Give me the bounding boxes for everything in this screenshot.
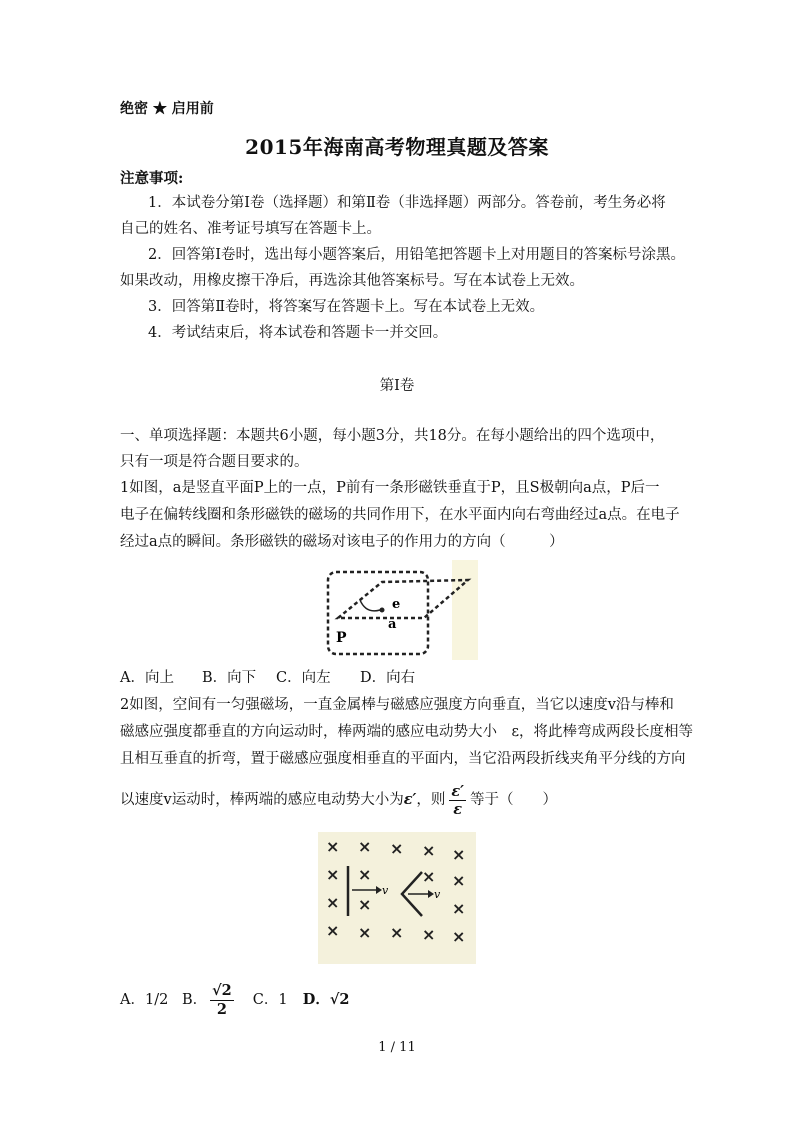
- q1-options: [120, 668, 680, 688]
- q2-cross: ×: [326, 837, 340, 856]
- note-item-2-line-2: 如果改动，用橡皮擦干净后，再选涂其他答案标号。写在本试卷上无效。: [120, 273, 584, 289]
- q1-figure: [320, 560, 480, 660]
- q2-cross: ×: [358, 837, 372, 856]
- q2-figure: [318, 832, 476, 964]
- q2-cross: ×: [452, 899, 466, 918]
- q1-option-d: D．向右: [360, 670, 416, 686]
- part-intro-line-1: 一、单项选择题：本题共6小题，每小题3分，共18分。在每小题给出的四个选项中，: [120, 428, 665, 444]
- q2-cross: ×: [452, 871, 466, 890]
- q2-label-v1: v: [382, 884, 389, 897]
- q2-cross: ×: [452, 845, 466, 864]
- q2-option-d: D．√2: [302, 991, 350, 1008]
- q2-cross: ×: [358, 865, 372, 884]
- q1-line-3: 经过a点的瞬间。条形磁铁的磁场对该电子的作用力的方向（ ）: [120, 534, 564, 550]
- q2-line-4-mid: ，则: [416, 792, 446, 808]
- note-item-4: 4．考试结束后，将本试卷和答题卡一并交回。: [148, 325, 448, 341]
- q2-option-b-numerator: √2: [212, 981, 232, 999]
- q2-fraction-numerator: ε′: [451, 782, 464, 800]
- q1-line-1: 1如图，a是竖直平面P上的一点，P前有一条形磁铁垂直于P，且S极朝向a点，P后一: [120, 480, 660, 496]
- q2-cross: ×: [326, 893, 340, 912]
- q2-cross: ×: [422, 841, 436, 860]
- q1-figure-label-e: e: [392, 597, 401, 612]
- q2-cross: ×: [452, 927, 466, 946]
- q1-option-c: C．向左: [276, 670, 331, 686]
- q2-line-4: [120, 782, 680, 818]
- note-item-1-line-2: 自己的姓名、准考证号填写在答题卡上。: [120, 221, 381, 237]
- q2-cross: ×: [358, 895, 372, 914]
- q2-fraction: [449, 783, 466, 818]
- note-item-3: 3．回答第Ⅱ卷时，将答案写在答题卡上。写在本试卷上无效。: [148, 299, 545, 315]
- q2-label-v2: v: [434, 888, 441, 901]
- q2-line-1: 2如图，空间有一匀强磁场，一直金属棒与磁感应强度方向垂直，当它以速度v沿与棒和: [120, 697, 674, 713]
- q1-option-a: A．向上: [120, 670, 174, 686]
- q2-cross: ×: [326, 921, 340, 940]
- note-item-2-line-1: 2．回答第Ⅰ卷时，选出每小题答案后，用铅笔把答题卡上对用题目的答案标号涂黑。: [148, 247, 685, 263]
- q2-cross: ×: [326, 865, 340, 884]
- q1-line-2: 电子在偏转线圈和条形磁铁的磁场的共同作用下，在水平面内向右弯曲经过a点。在电子: [120, 507, 680, 523]
- q1-figure-label-a: a: [388, 617, 397, 632]
- q2-line-2: 磁感应强度都垂直的方向运动时，棒两端的感应电动势大小 ε，将此棒弯成两段长度相等: [120, 724, 694, 740]
- q2-option-b-denominator: 2: [216, 1000, 228, 1018]
- q2-line-4-prefix: 以速度v运动时，棒两端的感应电动势大小为: [120, 792, 404, 808]
- q2-cross: ×: [390, 839, 404, 858]
- q2-option-b-prefix: B．: [182, 992, 208, 1008]
- part-intro-line-2: 只有一项是符合题目要求的。: [120, 454, 309, 470]
- q1-figure-label-p: P: [336, 630, 347, 646]
- q2-line-3: 且相互垂直的折弯，置于磁感应强度相垂直的平面内，当它沿两段折线夹角平分线的方向: [120, 751, 686, 767]
- q2-cross: ×: [422, 867, 436, 886]
- q2-option-c: C．1: [252, 992, 288, 1008]
- q2-cross: ×: [390, 923, 404, 942]
- page-title: 2015年海南高考物理真题及答案: [245, 135, 549, 159]
- q2-figure-drawing: [318, 832, 476, 964]
- q2-option-a: A．1/2: [120, 992, 169, 1008]
- page-number: 1 / 11: [378, 1040, 416, 1055]
- q2-cross: ×: [358, 923, 372, 942]
- q2-option-b-fraction: [210, 982, 234, 1019]
- q2-cross: ×: [422, 925, 436, 944]
- note-item-1-line-1: 1．本试卷分第Ⅰ卷（选择题）和第Ⅱ卷（非选择题）两部分。答卷前，考生务必将: [148, 195, 666, 211]
- secret-label: 绝密 ★ 启用前: [120, 101, 214, 117]
- q1-option-b: B．向下: [202, 670, 257, 686]
- volume-title: 第Ⅰ卷: [379, 378, 415, 394]
- q2-fraction-denominator: ε: [453, 800, 463, 818]
- notes-heading: 注意事项:: [120, 170, 184, 187]
- q1-figure-drawing: [320, 560, 480, 660]
- q2-options: [120, 980, 680, 1020]
- q2-line-4-eps: ε′: [403, 791, 417, 808]
- q2-line-4-suffix: 等于（ ）: [469, 792, 557, 808]
